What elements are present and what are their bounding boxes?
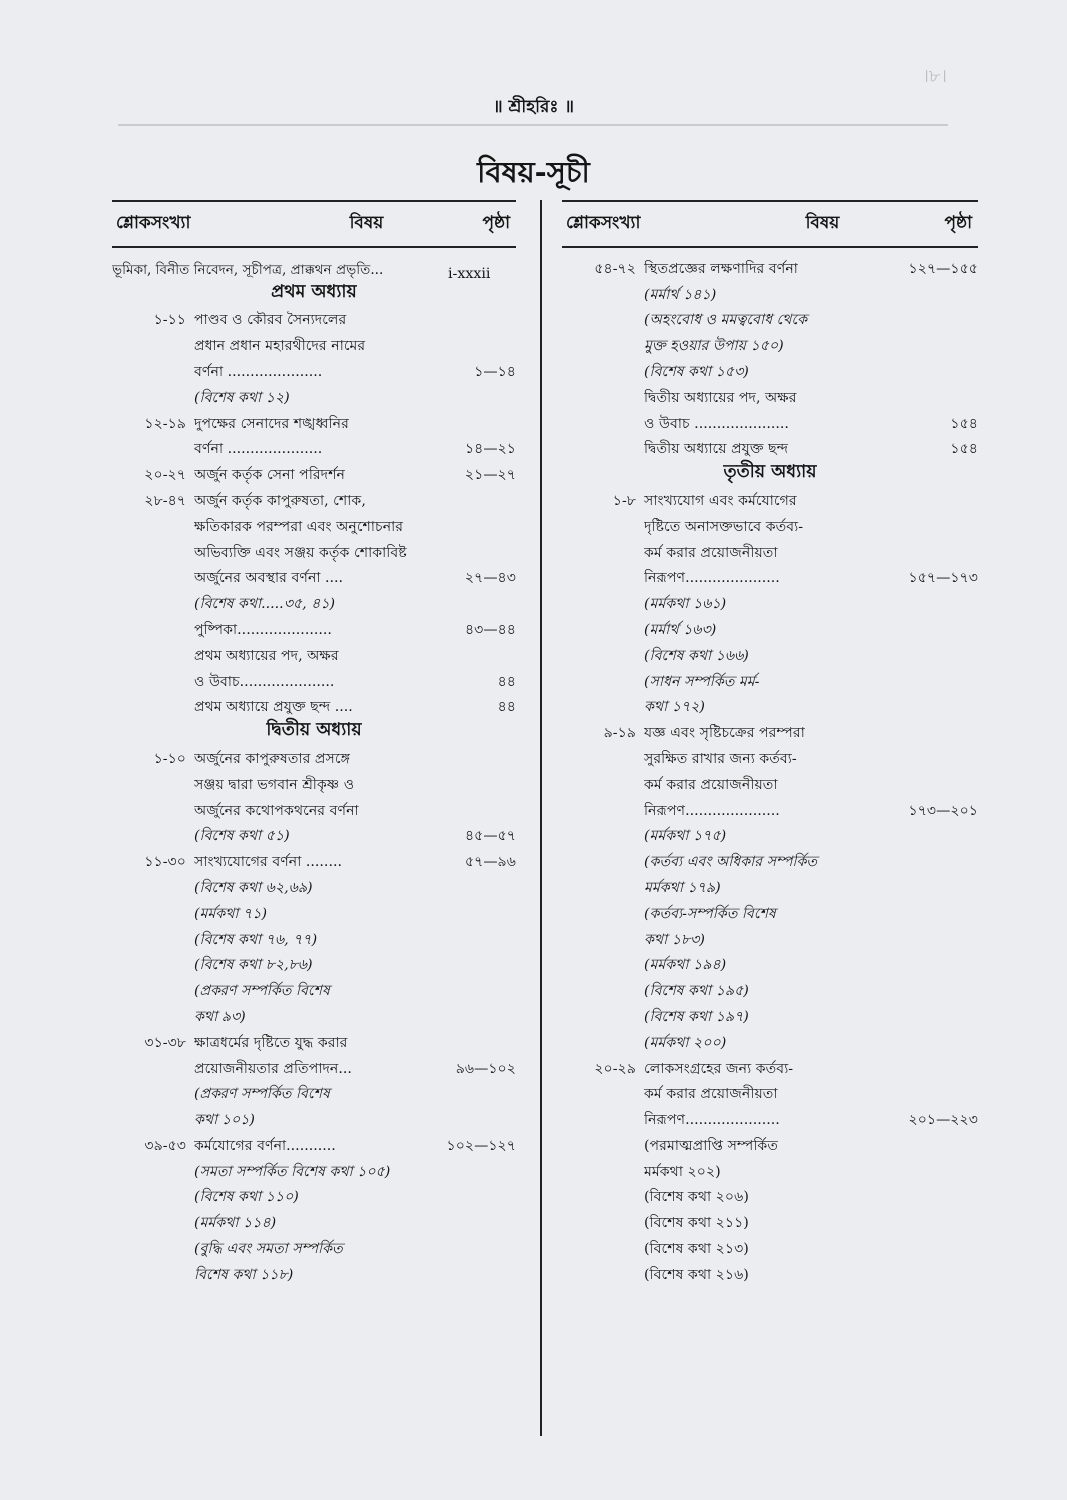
entry-subject: যজ্ঞ এবং সৃষ্টিচক্রের পরম্পরা [644, 725, 805, 742]
entry-subject: (প্রকরণ সম্পর্কিত বিশেষ [194, 983, 330, 1000]
toc-entry [562, 1133, 978, 1159]
entry-page: ১৭৩—২০১ [908, 802, 978, 819]
entry-subject: অর্জুন কর্তৃক সেনা পরিদর্শন [194, 467, 345, 484]
entry-subject: নিরূপণ..................... [644, 1112, 780, 1129]
toc-entry [112, 1107, 516, 1133]
entry-subject: কথা ১৮৩) [644, 931, 705, 948]
toc-entry [112, 411, 516, 437]
toc-entry [562, 1236, 978, 1262]
toc-entry [562, 540, 978, 566]
entry-subject: (কর্তব্য-সম্পর্কিত বিশেষ [644, 905, 776, 922]
toc-entry [112, 566, 516, 592]
entry-subject: দ্বিতীয় অধ্যায়ে প্রযুক্ত ছন্দ [644, 441, 789, 458]
entry-subject: (বিশেষ কথা ১৯৭) [644, 1008, 749, 1025]
toc-entry [112, 462, 516, 488]
faint-page-number: ।৮। [922, 66, 947, 87]
toc-entry [562, 1056, 978, 1082]
entry-subject: সাংখ্যযোগের বর্ণনা ........ [194, 854, 342, 871]
entry-subject: কথা ১০১) [194, 1112, 255, 1129]
entry-subject: লোকসংগ্রহের জন্য কর্তব্য- [644, 1060, 794, 1077]
toc-entry [562, 720, 978, 746]
entry-subject: (বিশেষ কথা ১১০) [194, 1189, 299, 1206]
entry-subject: কথা ৯৩) [194, 1008, 246, 1025]
toc-entry [562, 695, 978, 721]
entry-verse-range: ১-১১ [153, 312, 186, 329]
header-subject: বিষয় [349, 213, 384, 233]
entry-subject: (বিশেষ কথা ৫১) [194, 828, 290, 845]
entry-subject: কথা ১৭২) [644, 699, 705, 716]
toc-entry [562, 591, 978, 617]
toc-entry [562, 1159, 978, 1185]
left-entries [112, 256, 516, 1288]
entry-verse-range: ২৮-৪৭ [144, 492, 186, 509]
chapter-heading [112, 282, 516, 308]
entry-verse-range: ১-১০ [153, 750, 186, 767]
entry-page: ১৪—২১ [464, 441, 516, 458]
entry-verse-range: ৩৯-৫৩ [144, 1137, 186, 1154]
entry-subject: (প্রকরণ সম্পর্কিত বিশেষ [194, 1086, 330, 1103]
entry-page: ৪৪ [497, 673, 516, 690]
toc-entry [112, 1004, 516, 1030]
chapter-heading [112, 720, 516, 746]
entry-page: ৪৩—৪৪ [464, 621, 516, 638]
toc-entry [562, 953, 978, 979]
entry-subject: (পরমাত্মপ্রাপ্তি সম্পর্কিত [644, 1137, 779, 1154]
entry-page: ২১—২৭ [464, 467, 516, 484]
entry-page: ১০২—১২৭ [446, 1137, 516, 1154]
entry-subject: প্রধান প্রধান মহারথীদের নামের [194, 338, 366, 355]
entry-verse-range: ১১-৩০ [144, 854, 186, 871]
entry-page: ১৫৪ [950, 441, 978, 458]
entry-subject: (বিশেষ কথা ২০৬) [644, 1189, 749, 1206]
header-verse-count: শ্লোকসংখ্যা [566, 213, 641, 233]
entry-subject: সাংখ্যযোগ এবং কর্মযোগের [644, 492, 797, 509]
toc-entry [112, 746, 516, 772]
toc-entry [112, 927, 516, 953]
toc-entry [562, 359, 978, 385]
toc-entry [562, 798, 978, 824]
toc-entry [112, 798, 516, 824]
top-heading: ॥ শ্রীহরিঃ ॥ [493, 97, 574, 117]
entry-subject: দ্বিতীয় অধ্যায়ের পদ, অক্ষর [644, 389, 797, 406]
toc-entry [562, 901, 978, 927]
entry-subject: মুক্ত হওয়ার উপায় ১৫০) [644, 338, 784, 355]
toc-entry [112, 333, 516, 359]
entry-page: ১৫৪ [950, 415, 978, 432]
entry-subject: প্রথম অধ্যায়ে প্রযুক্ত ছন্দ .... [194, 699, 353, 716]
entry-subject: (বিশেষ কথা ১৫৩) [644, 363, 749, 380]
toc-entry [562, 1107, 978, 1133]
entry-subject: ভূমিকা, বিনীত নিবেদন, সূচীপত্র, প্রাক্কথন প্রভৃতি... [112, 261, 384, 278]
toc-entry [112, 978, 516, 1004]
toc-entry [112, 824, 516, 850]
entry-subject: অর্জুনের কথোপকথনের বর্ণনা [194, 802, 359, 819]
toc-entry [112, 308, 516, 334]
entry-subject: দৃষ্টিতে অনাসক্তভাবে কর্তব্য- [644, 518, 804, 535]
toc-entry [562, 308, 978, 334]
entry-verse-range: ২০-২৭ [144, 467, 186, 484]
toc-entry [112, 1133, 516, 1159]
toc-entry [112, 1236, 516, 1262]
entry-subject: ও উবাচ..................... [194, 673, 335, 690]
toc-entry [562, 333, 978, 359]
toc-entry [112, 643, 516, 669]
toc-entry [562, 849, 978, 875]
toc-entry [112, 849, 516, 875]
toc-entry [112, 1262, 516, 1288]
toc-entry [112, 1030, 516, 1056]
entry-subject: (বুদ্ধি এবং সমতা সম্পর্কিত [194, 1241, 343, 1258]
header-verse-count: শ্লোকসংখ্যা [116, 213, 191, 233]
entry-subject: কর্ম করার প্রয়োজনীয়তা [644, 544, 778, 561]
entry-verse-range: ১-৮ [612, 492, 636, 509]
toc-entry [112, 385, 516, 411]
toc-entry [562, 772, 978, 798]
toc-entry [112, 1210, 516, 1236]
entry-subject: (মর্মকথা ১৬১) [644, 596, 727, 613]
toc-entry [112, 540, 516, 566]
toc-entry [562, 1262, 978, 1288]
entry-subject: অর্জুনের কাপুরুষতার প্রসঙ্গে [194, 750, 350, 767]
entry-subject: (মর্মার্থ ১৬৩) [644, 621, 717, 638]
entry-subject: স্থিতপ্রজ্ঞের লক্ষণাদির বর্ণনা [644, 260, 798, 277]
entry-verse-range: ৩১-৩৮ [144, 1034, 186, 1051]
chapter-heading [562, 462, 978, 488]
entry-subject: নিরূপণ..................... [644, 570, 780, 587]
header-subject: বিষয় [805, 213, 840, 233]
entry-subject: (বিশেষ কথা ৮২,৮৬) [194, 957, 313, 974]
toc-entry [562, 669, 978, 695]
entry-page: ৫৭—৯৬ [464, 854, 516, 871]
toc-entry [112, 1159, 516, 1185]
entry-subject: কর্ম করার প্রয়োজনীয়তা [644, 776, 778, 793]
toc-entry [562, 746, 978, 772]
toc-entry [112, 591, 516, 617]
entry-subject: (মর্মার্থ ১৪১) [644, 286, 717, 303]
entry-subject: (বিশেষ কথা ২১১) [644, 1215, 749, 1232]
toc-entry [562, 927, 978, 953]
entry-subject: (সমতা সম্পর্কিত বিশেষ কথা ১০৫) [194, 1163, 391, 1180]
entry-subject: (মর্মকথা ১১৪) [194, 1215, 277, 1232]
toc-entry [562, 411, 978, 437]
toc-entry [112, 514, 516, 540]
entry-subject: (মর্মকথা ১৭৫) [644, 828, 727, 845]
entry-subject: পুষ্পিকা..................... [194, 621, 332, 638]
header-page: পৃষ্ঠা [944, 213, 972, 233]
entry-subject: অর্জুন কর্তৃক কাপুরুষতা, শোক, [194, 492, 366, 509]
entry-subject: (বিশেষ কথা ২১৬) [644, 1266, 749, 1283]
entry-subject: (সাধন সম্পর্কিত মর্ম- [644, 673, 760, 690]
entry-page: ৪৪ [497, 699, 516, 716]
toc-entry [562, 1082, 978, 1108]
toc-entry [112, 359, 516, 385]
entry-page: ১৫৭—১৭৩ [908, 570, 978, 587]
right-entries [562, 256, 978, 1288]
toc-entry [112, 901, 516, 927]
entry-subject: সঞ্জয় দ্বারা ভগবান শ্রীকৃষ্ণ ও [194, 776, 355, 793]
entry-subject: বিশেষ কথা ১১৮) [194, 1266, 294, 1283]
entry-subject: মর্মকথা ২০২) [644, 1163, 721, 1180]
toc-entry [112, 617, 516, 643]
toc-entry [562, 875, 978, 901]
toc-entry [562, 1185, 978, 1211]
entry-subject: দুপক্ষের সেনাদের শঙ্খধ্বনির [194, 415, 349, 432]
entry-subject: (বিশেষ কথা ১২) [194, 389, 290, 406]
chapter-title: দ্বিতীয় অধ্যায় [266, 720, 362, 741]
entry-subject: (বিশেষ কথা.....৩৫, ৪১) [194, 596, 336, 613]
toc-entry [112, 669, 516, 695]
entry-subject: পাণ্ডব ও কৌরব সৈন্যদলের [194, 312, 347, 329]
entry-subject: (বিশেষ কথা ৬২,৬৯) [194, 879, 313, 896]
entry-page: ৪৫—৫৭ [464, 828, 516, 845]
right-column-header [562, 200, 978, 248]
entry-subject: মর্মকথা ১৭৯) [644, 879, 721, 896]
toc-entry [562, 385, 978, 411]
toc-entry [562, 514, 978, 540]
entry-verse-range: ৫৪-৭২ [594, 260, 636, 277]
entry-subject: প্রথম অধ্যায়ের পদ, অক্ষর [194, 647, 339, 664]
left-column [112, 200, 516, 1288]
entry-page: ২৭—৪৩ [464, 570, 516, 587]
entry-verse-range: ১২-১৯ [144, 415, 186, 432]
entry-subject: (অহংবোধ ও মমত্ববোধ থেকে [644, 312, 808, 329]
chapter-title: তৃতীয় অধ্যায় [723, 462, 817, 483]
toc-entry [112, 1056, 516, 1082]
entry-subject: (বিশেষ কথা ২১৩) [644, 1241, 749, 1258]
toc-entry [562, 256, 978, 282]
toc-entry [112, 1185, 516, 1211]
toc-entry [562, 1210, 978, 1236]
entry-verse-range: ২০-২৯ [594, 1060, 636, 1077]
toc-entry [562, 566, 978, 592]
entry-subject: (মর্মকথা ২০০) [644, 1034, 727, 1051]
entry-page: ২০১—২২৩ [908, 1112, 978, 1129]
toc-entry [112, 953, 516, 979]
entry-subject: কর্ম করার প্রয়োজনীয়তা [644, 1086, 778, 1103]
entry-subject: কর্মযোগের বর্ণনা........... [194, 1137, 336, 1154]
entry-subject: সুরক্ষিত রাখার জন্য কর্তব্য- [644, 750, 797, 767]
entry-verse-range: ৯-১৯ [603, 725, 636, 742]
toc-entry [112, 875, 516, 901]
entry-subject: প্রয়োজনীয়তার প্রতিপাদন... [194, 1060, 352, 1077]
toc-entry [112, 437, 516, 463]
entry-subject: (বিশেষ কথা ১৬৬) [644, 647, 749, 664]
toc-entry [562, 488, 978, 514]
entry-subject: ক্ষাত্রধর্মের দৃষ্টিতে যুদ্ধ করার [194, 1034, 348, 1051]
entry-subject: (বিশেষ কথা ৭৬, ৭৭) [194, 931, 318, 948]
entry-subject: (মর্মকথা ১৯৪) [644, 957, 727, 974]
entry-page: ১২৭—১৫৫ [908, 260, 978, 277]
entry-subject: (বিশেষ কথা ১৯৫) [644, 983, 749, 1000]
toc-entry [112, 772, 516, 798]
entry-subject: নিরূপণ..................... [644, 802, 780, 819]
toc-entry [562, 978, 978, 1004]
entry-subject: ও উবাচ ..................... [644, 415, 789, 432]
column-divider [540, 200, 542, 1436]
entry-subject: ক্ষতিকারক পরম্পরা এবং অনুশোচনার [194, 518, 404, 535]
toc-entry [562, 1030, 978, 1056]
right-column [562, 200, 978, 1288]
entry-page: i-xxxii [448, 265, 491, 282]
toc-entry [562, 617, 978, 643]
toc-entry [112, 1082, 516, 1108]
entry-subject: অর্জুনের অবস্থার বর্ণনা .... [194, 570, 344, 587]
entry-subject: অভিব্যক্তি এবং সঞ্জয় কর্তৃক শোকাবিষ্ট [194, 544, 407, 561]
toc-entry [562, 1004, 978, 1030]
entry-subject: বর্ণনা ..................... [194, 441, 323, 458]
left-column-header [112, 200, 516, 248]
entry-subject: (মর্মকথা ৭১) [194, 905, 267, 922]
toc-entry [562, 282, 978, 308]
toc-entry [112, 488, 516, 514]
chapter-title: প্রথম অধ্যায় [271, 281, 357, 302]
entry-subject: বর্ণনা ..................... [194, 363, 323, 380]
page-title: বিষয়-সূচী [477, 155, 590, 189]
toc-entry [562, 643, 978, 669]
entry-page: ১—১৪ [474, 363, 516, 380]
entry-subject: (কর্তব্য এবং অধিকার সম্পর্কিত [644, 854, 818, 871]
toc-entry [562, 824, 978, 850]
header-page: পৃষ্ঠা [482, 213, 510, 233]
entry-page: ৯৬—১০২ [455, 1060, 516, 1077]
